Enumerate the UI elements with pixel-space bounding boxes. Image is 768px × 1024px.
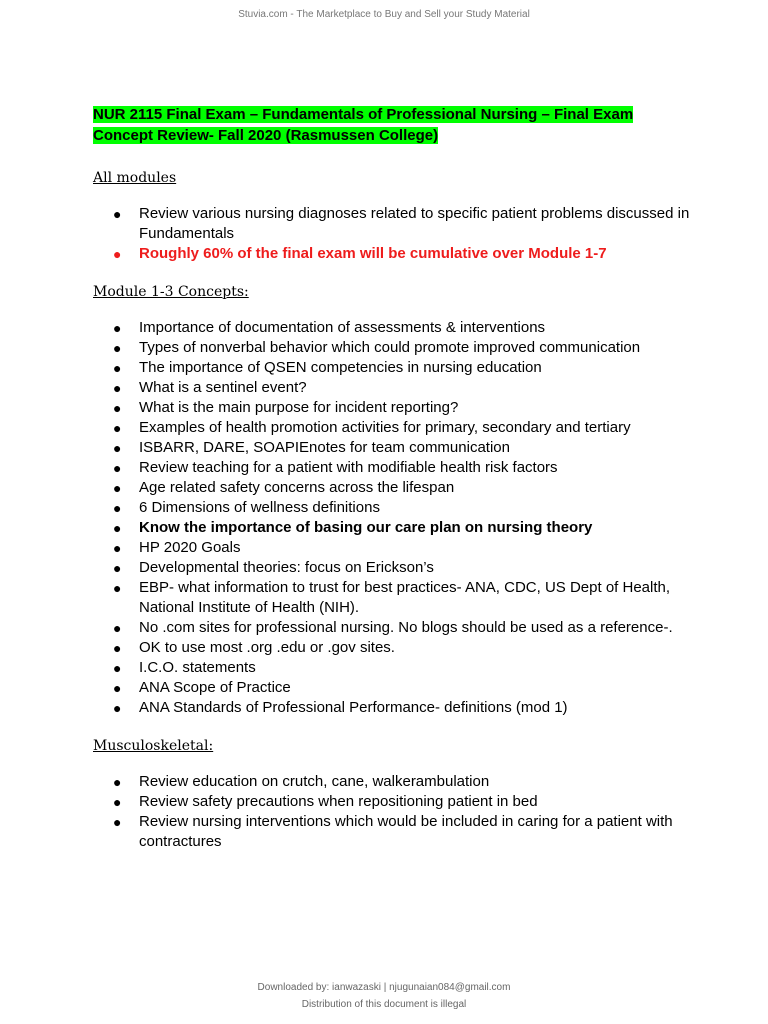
list-item: ● Review education on crutch, cane, walkerambulation — [113, 773, 490, 790]
list-item: ● No .com sites for professional nursing. No blogs should be used as a reference-. — [113, 619, 673, 636]
bullet-icon: ● — [113, 320, 122, 336]
bullet-icon: ● — [113, 700, 122, 716]
bullet-icon: ● — [113, 500, 122, 516]
document-title — [93, 104, 713, 146]
section-heading-musculoskeletal: Musculoskeletal: — [93, 738, 214, 754]
list-item: ● EBP- what information to trust for best practices- ANA, CDC, US Dept of Health, National Institute of Health (NIH). — [113, 579, 671, 616]
list-item: ● Review teaching for a patient with modifiable health risk factors — [113, 459, 558, 476]
bullet-icon: ● — [113, 540, 122, 556]
bullet-icon: ● — [113, 660, 122, 676]
list-item: ● OK to use most .org .edu or .gov sites. — [113, 639, 395, 656]
stuvia-header-note: Stuvia.com - The Marketplace to Buy and Sell your Study Material — [238, 9, 530, 20]
distribution-notice: Distribution of this document is illegal — [301, 999, 467, 1010]
list-item: ● Review various nursing diagnoses related to specific patient problems discussed in Fundamentals — [113, 205, 690, 242]
bullet-icon: ● — [113, 400, 122, 416]
bullet-icon: ● — [113, 620, 122, 636]
list-item: ● ANA Scope of Practice — [113, 679, 291, 696]
bullet-icon: ● — [113, 680, 122, 696]
list-item: ● Age related safety concerns across the lifespan — [113, 479, 455, 496]
list-item: ● What is the main purpose for incident reporting? — [113, 399, 459, 416]
list-item: ● Examples of health promotion activities for primary, secondary and tertiary — [113, 419, 631, 436]
list-item: ● What is a sentinel event? — [113, 379, 307, 396]
list-item: ● I.C.O. statements — [113, 659, 256, 676]
bullet-icon: ● — [113, 580, 122, 596]
list-item: ● ISBARR, DARE, SOAPIEnotes for team communication — [113, 439, 510, 456]
list-item: ● Developmental theories: focus on Erickson’s — [113, 559, 434, 576]
module-1-3-list — [93, 318, 713, 718]
all-modules-list — [93, 204, 713, 264]
list-item: ● Types of nonverbal behavior which could promote improved communication — [113, 339, 641, 356]
list-item: ● HP 2020 Goals — [113, 539, 241, 556]
list-item: ● ANA Standards of Professional Performance- definitions (mod 1) — [113, 699, 568, 716]
bullet-icon: ● — [113, 246, 122, 262]
bullet-icon: ● — [113, 440, 122, 456]
bullet-icon: ● — [113, 774, 122, 790]
bullet-icon: ● — [113, 360, 122, 376]
bullet-icon: ● — [113, 340, 122, 356]
download-footer: Downloaded by: ianwazaski | njugunaian084@gmail.com — [257, 982, 511, 993]
list-item-bold: ● Know the importance of basing our care plan on nursing theory — [113, 519, 593, 536]
list-item-emphasis: ● Roughly 60% of the final exam will be cumulative over Module 1-7 — [113, 245, 607, 262]
list-item: ● Importance of documentation of assessments & interventions — [113, 319, 546, 336]
title-line-2: Concept Review- Fall 2020 (Rasmussen College) — [93, 127, 439, 144]
bullet-icon: ● — [113, 420, 122, 436]
list-item: ● Review nursing interventions which would be included in caring for a patient with contractures — [113, 813, 673, 850]
document-body — [93, 104, 713, 852]
section-heading-module-1-3: Module 1-3 Concepts: — [93, 284, 249, 300]
bullet-icon: ● — [113, 520, 122, 536]
bullet-icon: ● — [113, 206, 122, 222]
bullet-icon: ● — [113, 640, 122, 656]
bullet-icon: ● — [113, 460, 122, 476]
bullet-icon: ● — [113, 480, 122, 496]
list-item: ● The importance of QSEN competencies in nursing education — [113, 359, 542, 376]
list-item: ● Review safety precautions when repositioning patient in bed — [113, 793, 538, 810]
bullet-icon: ● — [113, 814, 122, 830]
bullet-icon: ● — [113, 380, 122, 396]
bullet-icon: ● — [113, 794, 122, 810]
musculoskeletal-list — [93, 772, 713, 852]
list-item: ● 6 Dimensions of wellness definitions — [113, 499, 380, 516]
title-line-1: NUR 2115 Final Exam – Fundamentals of Professional Nursing – Final Exam — [93, 106, 634, 123]
bullet-icon: ● — [113, 560, 122, 576]
section-heading-all-modules: All modules — [93, 170, 177, 186]
